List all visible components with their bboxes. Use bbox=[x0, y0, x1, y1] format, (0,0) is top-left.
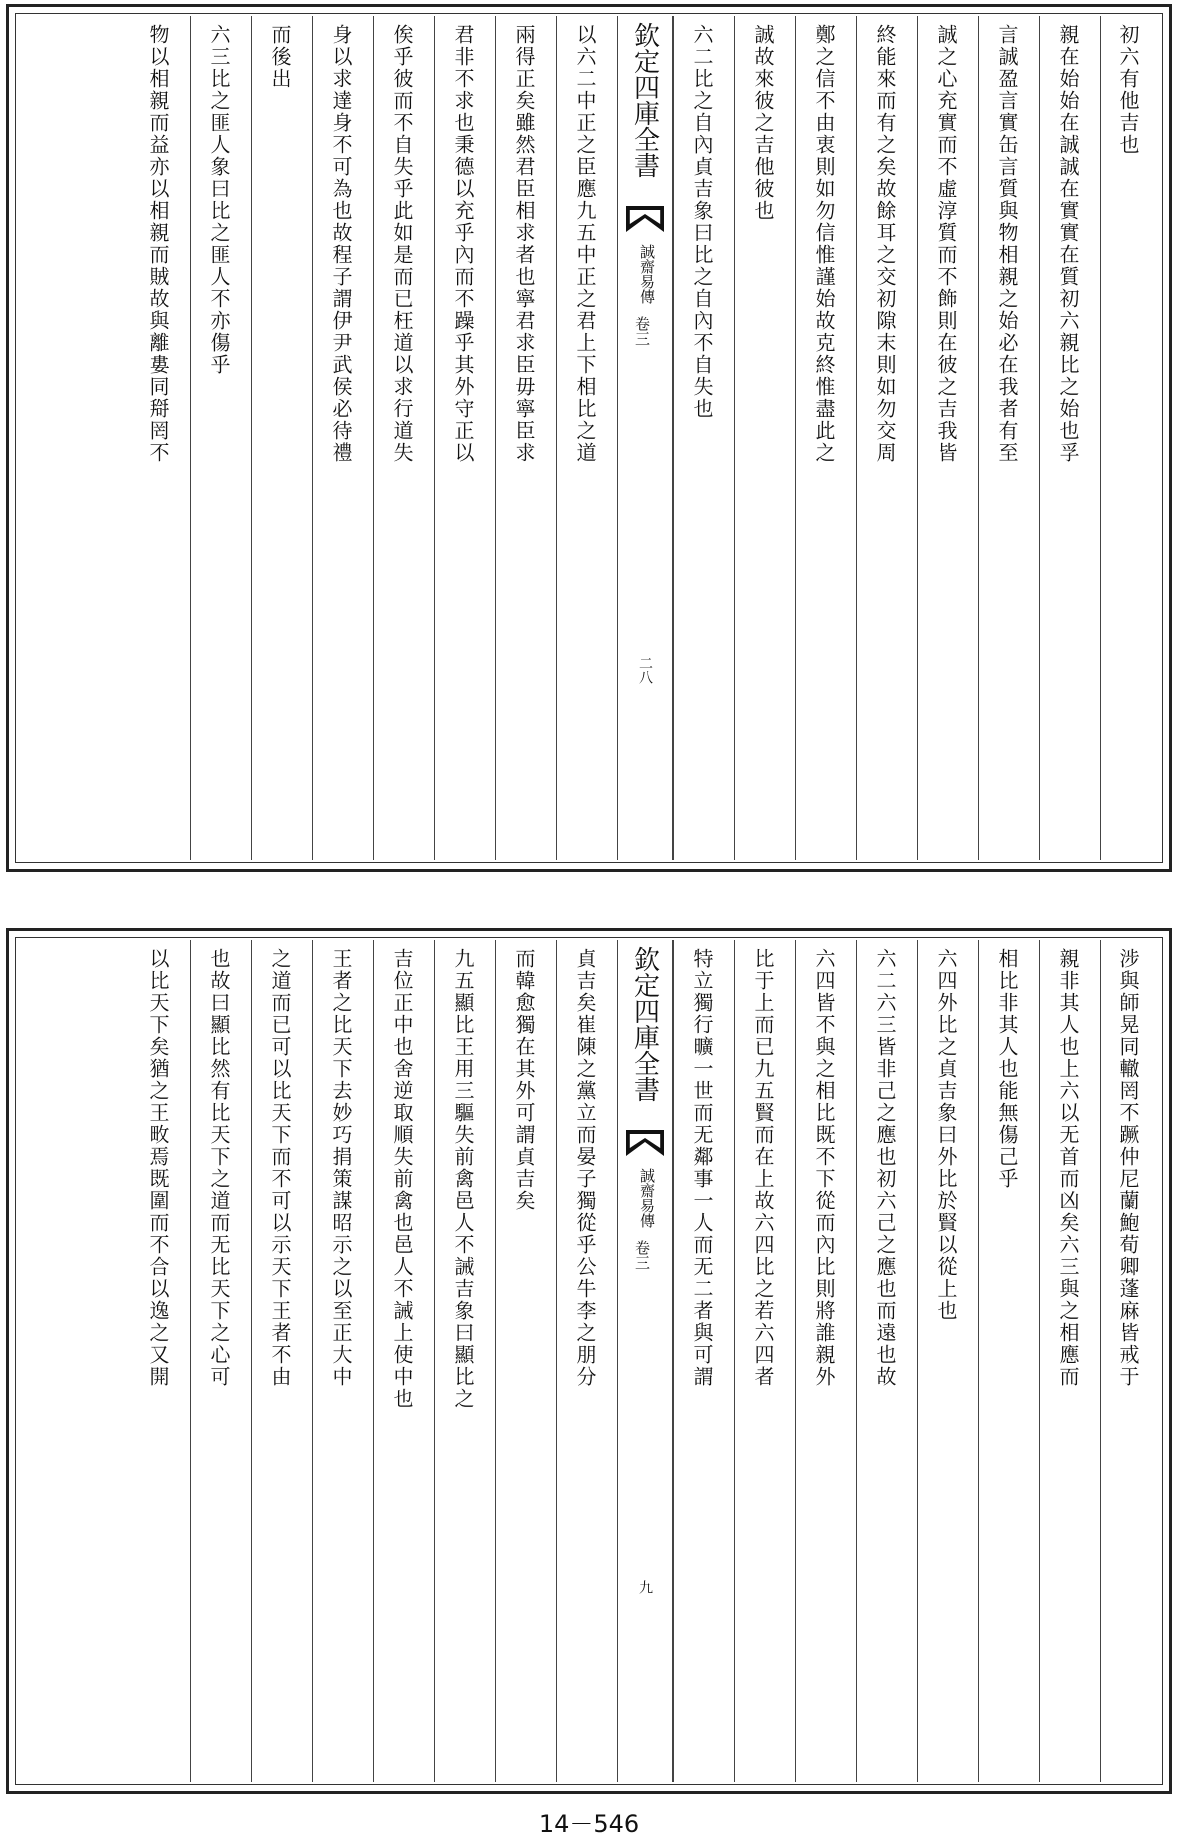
text-column bbox=[856, 16, 917, 860]
page-number: 14－546 bbox=[538, 1810, 640, 1838]
collection-title: 欽定四庫全書 bbox=[629, 946, 660, 1102]
top-page bbox=[6, 4, 1172, 872]
column-text: 親非其人也上六以无首而凶矣六三與之相應而 bbox=[1056, 948, 1080, 1388]
column-text: 終能來而有之矣故餘耳之交初隙末則如勿交周 bbox=[873, 24, 897, 464]
text-column bbox=[917, 16, 978, 860]
text-column bbox=[434, 16, 495, 860]
volume-label: 卷三 bbox=[633, 1240, 651, 1270]
text-column bbox=[978, 16, 1039, 860]
column-text: 兩得正矣雖然君臣相求者也寧君求臣毋寧臣求 bbox=[512, 24, 536, 464]
text-column bbox=[917, 940, 978, 1782]
text-column bbox=[312, 940, 373, 1782]
column-text: 相比非其人也能無傷己乎 bbox=[995, 948, 1019, 1190]
column-text: 六四皆不與之相比既不下從而內比則將誰親外 bbox=[812, 948, 836, 1388]
collection-title: 欽定四庫全書 bbox=[629, 22, 660, 178]
column-text: 特立獨行曠一世而无鄰事一人而无二者與可謂 bbox=[690, 948, 714, 1388]
column-text: 九五顯比王用三驅失前禽邑人不誡吉象曰顯比之 bbox=[451, 948, 475, 1410]
column-text: 初六有他吉也 bbox=[1116, 24, 1140, 156]
column-text: 而後出 bbox=[268, 24, 292, 90]
text-column bbox=[734, 16, 795, 860]
book-title: 誠齋易傳 bbox=[638, 244, 656, 304]
column-text: 六二六三皆非己之應也初六己之應也而遠也故 bbox=[873, 948, 897, 1388]
column-text: 六二比之自內貞吉象曰比之自內不自失也 bbox=[690, 24, 714, 420]
text-column bbox=[734, 940, 795, 1782]
bottom-page bbox=[6, 928, 1172, 1794]
text-column bbox=[434, 940, 495, 1782]
text-column bbox=[128, 16, 190, 860]
text-column bbox=[128, 940, 190, 1782]
volume-label: 卷三 bbox=[633, 316, 651, 346]
column-text: 親在始始在誠誠在實實在質初六親比之始也孚 bbox=[1056, 24, 1080, 464]
text-column bbox=[856, 940, 917, 1782]
column-text: 吉位正中也舍逆取順失前禽也邑人不誡上使中也 bbox=[390, 948, 414, 1410]
text-column bbox=[1039, 940, 1100, 1782]
text-column bbox=[190, 16, 251, 860]
column-text: 以六二中正之臣應九五中正之君上下相比之道 bbox=[573, 24, 597, 464]
column-text: 之道而已可以比天下而不可以示天下王者不由 bbox=[268, 948, 292, 1388]
text-column bbox=[556, 16, 617, 860]
text-column bbox=[795, 16, 856, 860]
book-title: 誠齋易傳 bbox=[638, 1168, 656, 1228]
text-column bbox=[373, 940, 434, 1782]
column-text: 鄭之信不由衷則如勿信惟謹始故克終惟盡此之 bbox=[812, 24, 836, 464]
column-text: 俟乎彼而不自失乎此如是而已枉道以求行道失 bbox=[390, 24, 414, 464]
column-text: 貞吉矣崔陳之黨立而晏子獨從乎公牛李之朋分 bbox=[573, 948, 597, 1388]
text-column bbox=[673, 16, 734, 860]
fish-tail-mark bbox=[626, 206, 664, 232]
column-text: 也故曰顯比然有比天下之道而无比天下之心可 bbox=[207, 948, 231, 1388]
column-text: 言誠盈言實缶言質與物相親之始必在我者有至 bbox=[995, 24, 1019, 464]
text-column bbox=[251, 16, 312, 860]
text-column bbox=[1039, 16, 1100, 860]
text-column bbox=[373, 16, 434, 860]
text-column bbox=[495, 940, 556, 1782]
column-text: 六四外比之貞吉象曰外比於賢以從上也 bbox=[934, 948, 958, 1322]
fish-tail-mark bbox=[626, 1130, 664, 1156]
column-text: 物以相親而益亦以相親而賊故與離婁同搿罔不 bbox=[146, 24, 170, 464]
column-text: 王者之比天下去妙巧捐策謀昭示之以至正大中 bbox=[329, 948, 353, 1388]
top-columns bbox=[18, 16, 1160, 860]
column-text: 而韓愈獨在其外可謂貞吉矣 bbox=[512, 948, 536, 1212]
text-column bbox=[673, 940, 734, 1782]
page-heart bbox=[617, 940, 673, 1782]
column-text: 君非不求也秉德以充乎內而不躁乎其外守正以 bbox=[451, 24, 475, 464]
column-text: 涉與師晃同轍罔不蹶仲尼蘭鮑荀卿蓬麻皆戒于 bbox=[1116, 948, 1140, 1388]
text-column bbox=[1100, 940, 1160, 1782]
leaf-number: 二八 bbox=[637, 656, 653, 684]
column-text: 身以求達身不可為也故程子謂伊尹武侯必待禮 bbox=[329, 24, 353, 464]
column-text: 誠故來彼之吉他彼也 bbox=[751, 24, 775, 222]
text-column bbox=[312, 16, 373, 860]
text-column bbox=[556, 940, 617, 1782]
text-column bbox=[190, 940, 251, 1782]
leaf-number: 九 bbox=[637, 1580, 653, 1594]
text-column bbox=[795, 940, 856, 1782]
text-column bbox=[495, 16, 556, 860]
text-column bbox=[978, 940, 1039, 1782]
column-text: 誠之心充實而不虛淳質而不飾則在彼之吉我皆 bbox=[934, 24, 958, 464]
column-text: 以比天下矣猶之王畋焉既圍而不合以逸之又開 bbox=[146, 948, 170, 1388]
page-heart bbox=[617, 16, 673, 860]
column-text: 六三比之匪人象曰比之匪人不亦傷乎 bbox=[207, 24, 231, 376]
text-column bbox=[251, 940, 312, 1782]
column-text: 比于上而已九五賢而在上故六四比之若六四者 bbox=[751, 948, 775, 1388]
bottom-columns bbox=[18, 940, 1160, 1782]
text-column bbox=[1100, 16, 1160, 860]
